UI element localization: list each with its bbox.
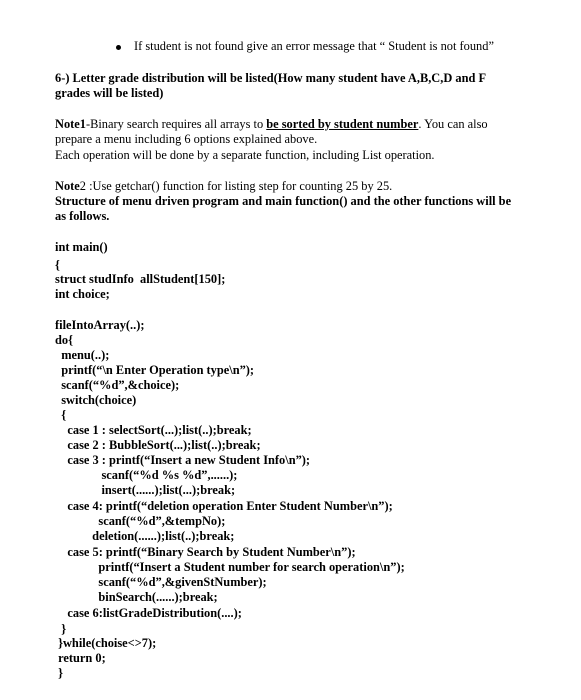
note1-line-1 — [55, 117, 488, 132]
note2-label-num: 2 — [79, 179, 86, 193]
code-line: switch(choice) — [55, 393, 137, 407]
code-line: scanf(“%d”,&tempNo); — [55, 514, 226, 528]
code-line: { — [55, 258, 60, 272]
section-6-line-2: grades will be listed) — [55, 86, 164, 100]
code-line: } — [55, 622, 67, 636]
note1-line-3: Each operation will be done by a separate function, including List operation. — [55, 148, 435, 162]
note2-line-1 — [55, 179, 392, 194]
code-line: case 4: printf(“deletion operation Enter Student Number\n”); — [55, 499, 393, 513]
code-line: printf(“\n Enter Operation type\n”); — [55, 363, 255, 377]
section-6-line-1: 6-) Letter grade distribution will be listed(How many student have A,B,C,D and F — [55, 71, 487, 85]
note2-bold-line-1: Structure of menu driven program and main function() and the other functions will be — [55, 194, 512, 208]
code-line: return 0; — [55, 651, 106, 665]
code-line: case 6:listGradeDistribution(....); — [55, 606, 242, 620]
code-line: } — [55, 666, 63, 680]
code-line: scanf(“%d”,&choice); — [55, 378, 180, 392]
code-line: case 1 : selectSort(...);list(..);break; — [55, 423, 252, 437]
note2-label: Note — [55, 179, 80, 193]
note1-label: Note1 — [55, 117, 86, 131]
note1-line-2: prepare a menu including 6 options explained above. — [55, 132, 318, 146]
code-line: struct studInfo allStudent[150]; — [55, 272, 226, 286]
code-line: scanf(“%d %s %d”,......); — [55, 468, 238, 482]
code-line: fileIntoArray(..); — [55, 318, 145, 332]
code-line: case 2 : BubbleSort(...);list(..);break; — [55, 438, 261, 452]
code-line: { — [55, 408, 67, 422]
code-line: deletion(......);list(..);break; — [55, 529, 235, 543]
code-line: scanf(“%d”,&givenStNumber); — [55, 575, 267, 589]
note2-bold-line-2: as follows. — [55, 209, 110, 223]
code-line: binSearch(......);break; — [55, 590, 218, 604]
bullet-text: If student is not found give an error message that “ Student is not found” — [134, 39, 494, 53]
code-line: do{ — [55, 333, 73, 347]
code-line: case 5: printf(“Binary Search by Student Number\n”); — [55, 545, 356, 559]
code-line: printf(“Insert a Student number for search operation\n”); — [55, 560, 405, 574]
code-line: }while(choise<>7); — [55, 636, 157, 650]
code-line: menu(..); — [55, 348, 110, 362]
note1-text-before: -Binary search requires all arrays to — [85, 117, 267, 131]
code-line: case 3 : printf(“Insert a new Student Info\n”); — [55, 453, 311, 467]
note1-text-after: . You can also — [418, 117, 488, 131]
code-line: int main() — [55, 240, 108, 254]
note2-text: :Use getchar() function for listing step for counting 25 by 25. — [85, 179, 393, 193]
code-line: int choice; — [55, 287, 110, 301]
note1-emphasis: be sorted by student number — [266, 117, 419, 131]
bullet-icon — [116, 45, 121, 50]
code-line: insert(......);list(...);break; — [55, 483, 236, 497]
